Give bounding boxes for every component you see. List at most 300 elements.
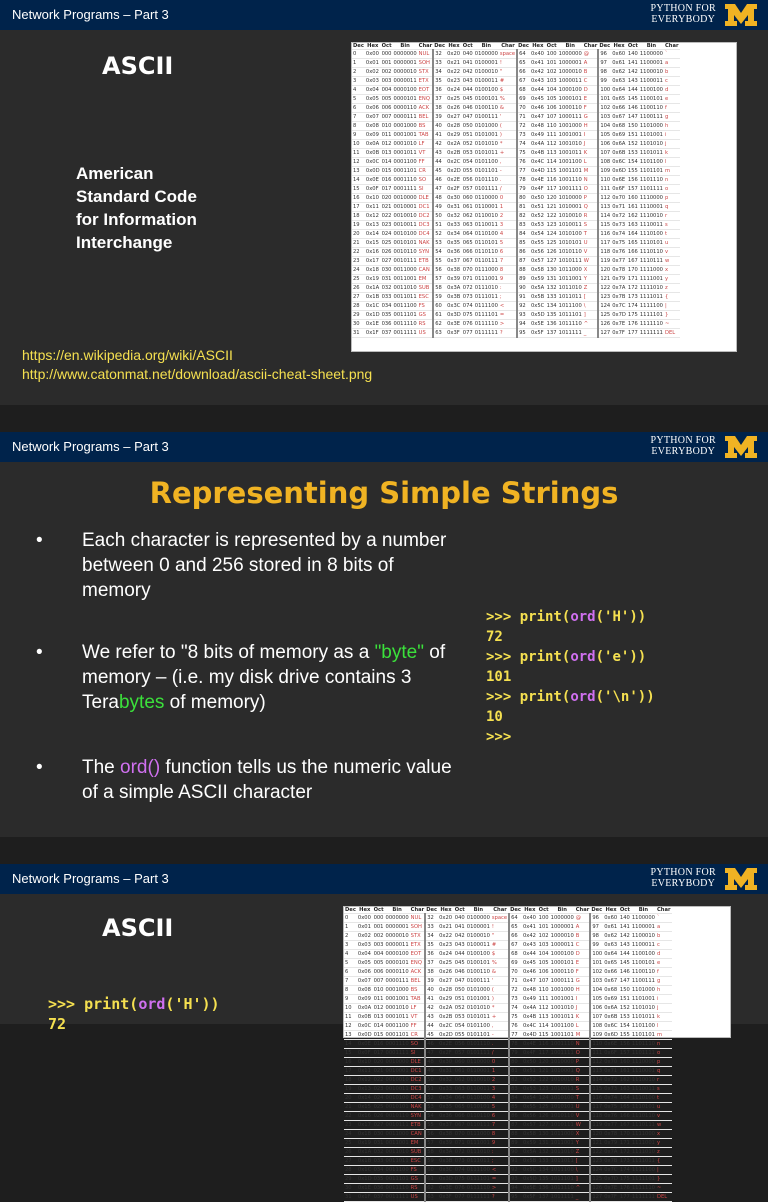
ascii-cell: 1101101 [631, 1032, 655, 1038]
ascii-cell: 177 [627, 330, 638, 336]
paren: )) [637, 689, 655, 705]
ascii-cell: RS [410, 1184, 426, 1193]
ascii-cell: 0x74 [604, 1095, 618, 1101]
ascii-cell: 0010011 [393, 222, 417, 228]
ascii-cell: 92 [517, 302, 530, 311]
ascii-cell: J [575, 1004, 591, 1013]
ascii-cell: 035 [373, 1176, 384, 1182]
ascii-cell: 78 [509, 1040, 522, 1049]
ascii-cell: 046 [462, 105, 473, 111]
ascii-cell: 114 [592, 1077, 603, 1083]
ascii-cell: 0101101 [474, 168, 498, 174]
ascii-cell: 94 [509, 1184, 522, 1193]
ascii-row [344, 1085, 672, 1094]
ascii-cell: 6 [499, 248, 517, 257]
ascii-cell: 1110011 [631, 1086, 655, 1092]
ascii-cell: 0x68 [612, 123, 626, 129]
ascii-cell: 0x13 [357, 1086, 371, 1092]
ascii-cell: 1100101 [639, 96, 663, 102]
ascii-cell: 120 [538, 1059, 549, 1065]
ascii-cell: 077 [462, 330, 473, 336]
ascii-cell: 173 [619, 1158, 630, 1164]
ascii-cell: Z [575, 1148, 591, 1157]
ascii-cell: i [664, 131, 680, 140]
ascii-cell: 40 [433, 122, 446, 131]
ascii-cell: 9 [499, 275, 517, 284]
ascii-cell: 0x30 [447, 195, 461, 201]
bullet-dot-icon: • [36, 642, 43, 663]
ascii-cell: N [575, 1040, 591, 1049]
ascii-cell: 0x0C [365, 159, 380, 165]
ascii-row [352, 59, 680, 68]
ascii-cell: 0x21 [439, 924, 453, 930]
ascii-cell: 1100100 [639, 87, 663, 93]
ascii-cell: 0x4C [523, 1023, 537, 1029]
ascii-cell: 110 [538, 987, 549, 993]
ascii-cell: 064 [462, 231, 473, 237]
ascii-cell: 034 [373, 1167, 384, 1173]
ascii-cell: 0x7C [612, 303, 626, 309]
ascii-cell: 101 [546, 60, 557, 66]
ascii-cell: 024 [373, 1095, 384, 1101]
bullet-text-part: The [82, 757, 121, 778]
wikipedia-link[interactable]: https://en.wikipedia.org/wiki/ASCII [22, 347, 233, 363]
ascii-cell: 0x67 [604, 978, 618, 984]
ascii-cell: 4 [344, 950, 357, 959]
ascii-cell: s [664, 221, 680, 230]
ascii-cell: 0x7E [612, 321, 626, 327]
ascii-cell: 007 [381, 114, 392, 120]
ascii-cell: 0010010 [393, 213, 417, 219]
ascii-cell: b [664, 68, 680, 77]
ascii-cell: 014 [373, 1023, 384, 1029]
ascii-cell: 92 [509, 1166, 522, 1175]
prompt: >>> [486, 609, 520, 625]
ascii-cell: 0101010 [474, 141, 498, 147]
ascii-cell: 1001000 [558, 123, 582, 129]
ascii-cell: CAN [410, 1130, 426, 1139]
ascii-cell: 013 [373, 1014, 384, 1020]
ascii-cell: 1111011 [639, 294, 663, 300]
slide-heading: ASCII [102, 914, 174, 942]
ascii-cell: 86 [509, 1112, 522, 1121]
ascii-cell: 104 [592, 987, 603, 993]
ascii-row [344, 1148, 672, 1157]
ascii-cell: 0x73 [612, 222, 626, 228]
ascii-cell: 1101010 [631, 1005, 655, 1011]
ascii-cell: ^ [575, 1184, 591, 1193]
ascii-cell: 136 [546, 321, 557, 327]
ascii-cell: 010 [381, 123, 392, 129]
ascii-cell: 62 [433, 320, 446, 329]
ascii-cell: 0x30 [439, 1059, 453, 1065]
ascii-cell: 047 [462, 114, 473, 120]
ascii-cell: EOT [418, 86, 434, 95]
ascii-cell: 7 [499, 257, 517, 266]
ascii-column-header: Oct [627, 43, 638, 49]
ascii-cell: 10 [344, 1004, 357, 1013]
ascii-cell: 0x2B [447, 150, 461, 156]
ascii-cell: 037 [373, 1194, 384, 1200]
ascii-cell: 1001011 [558, 150, 582, 156]
ascii-cell: 111 [600, 186, 611, 192]
ascii-cell: 20 [352, 230, 365, 239]
ascii-cell: 0000011 [385, 942, 409, 948]
ascii-cell: 0x42 [531, 69, 544, 75]
ascii-cell: 047 [454, 978, 465, 984]
ascii-cell: B [575, 932, 591, 941]
ascii-column-header: Hex [446, 43, 462, 50]
ascii-cell: 0x5C [531, 303, 545, 309]
ascii-cell: 070 [462, 267, 473, 273]
ascii-cell: 34 [433, 68, 446, 77]
ascii-cell: 1011100 [550, 1167, 574, 1173]
ascii-cell: 033 [373, 1158, 384, 1164]
ascii-cell: 126 [592, 1185, 603, 1191]
ascii-cell: 0100011 [474, 78, 498, 84]
ascii-cell: C [583, 77, 599, 86]
ascii-cell: 36 [433, 86, 446, 95]
ascii-cell: t [664, 230, 680, 239]
byte-highlight: "byte" [374, 642, 424, 663]
ascii-cell: 076 [454, 1185, 465, 1191]
ascii-cell: 72 [509, 986, 522, 995]
ascii-cell: 0x5B [531, 294, 545, 300]
ascii-cell: 0x59 [531, 276, 544, 282]
ascii-cell: 173 [627, 294, 638, 300]
ascii-cell: 0x27 [439, 978, 453, 984]
ascii-cell: L [575, 1022, 591, 1031]
ascii-cell: 177 [619, 1194, 630, 1200]
ascii-cell: 0x5F [522, 1193, 538, 1202]
ascii-cell: 1100011 [639, 78, 663, 84]
ascii-cell: US [410, 1193, 426, 1202]
bytes-highlight: bytes [118, 692, 165, 713]
ascii-cell: 124 [538, 1095, 549, 1101]
ascii-cell: 26 [344, 1148, 357, 1157]
ascii-column-header: Dec [353, 43, 364, 49]
ascii-cell: 0011100 [393, 303, 417, 309]
ascii-cell: 164 [627, 231, 638, 237]
ascii-cell: 1100111 [631, 978, 655, 984]
ascii-cell: 134 [546, 303, 557, 309]
ascii-cell: 036 [381, 321, 392, 327]
ascii-cell: 0x1A [357, 1149, 372, 1155]
ascii-cell: 154 [627, 159, 638, 165]
ascii-cell: 42 [433, 140, 446, 149]
ascii-cell: 044 [462, 87, 473, 93]
ascii-cell: 1001100 [550, 1023, 574, 1029]
ascii-cell: 071 [454, 1140, 465, 1146]
ascii-cell: 0111010 [466, 1149, 490, 1155]
ascii-cell: 35 [433, 77, 446, 86]
ascii-cell: 1111001 [639, 276, 663, 282]
ascii-cell: q [664, 203, 680, 212]
ascii-cell: 050 [454, 987, 465, 993]
ascii-cell: 33 [433, 59, 446, 68]
ascii-column-header: Oct [462, 43, 473, 49]
ascii-cell: 0x6D [604, 1032, 618, 1038]
ascii-column-header: Oct [381, 43, 392, 49]
ascii-cell: = [499, 311, 517, 320]
ascii-cell: 2 [352, 68, 365, 77]
ascii-cell: 4 [499, 230, 517, 239]
ascii-cell: 1110101 [639, 240, 663, 246]
ascii-cell: 0x7C [604, 1167, 618, 1173]
ascii-cell: 031 [373, 1140, 384, 1146]
ascii-cell: 68 [517, 86, 530, 95]
ascii-cell: 84 [517, 230, 530, 239]
ascii-cell: 165 [619, 1104, 630, 1110]
ascii-cell: ^ [583, 320, 599, 329]
ascii-cell: E [575, 959, 591, 968]
ascii-cell: 106 [538, 969, 549, 975]
ascii-cell: i [656, 995, 672, 1004]
ascii-cell: 1011001 [550, 1140, 574, 1146]
ascii-cell: 1001100 [558, 159, 582, 165]
ascii-cell: 100 [546, 51, 557, 57]
ascii-cell: 112 [592, 1059, 603, 1065]
ascii-row [352, 302, 680, 311]
ascii-cell: 0x7A [612, 285, 626, 291]
ascii-cell: 0x18 [365, 267, 379, 273]
ascii-cell: 0x47 [523, 978, 536, 984]
ascii-cell: 0x2C [447, 159, 461, 165]
ascii-cell: 105 [546, 96, 557, 102]
ascii-cell: 0100010 [466, 933, 490, 939]
ascii-cell: 1010100 [550, 1095, 574, 1101]
ascii-cell: T [583, 230, 599, 239]
ascii-cell: 0110001 [474, 204, 498, 210]
ascii-cell: 0x2C [439, 1023, 453, 1029]
ascii-cell: 63 [433, 329, 446, 338]
ascii-cell: 0x3C [439, 1167, 453, 1173]
ascii-cell: 98 [590, 932, 603, 941]
ascii-cell: 91 [509, 1157, 522, 1166]
ascii-cell: Q [583, 203, 599, 212]
ascii-cell: _ [575, 1193, 591, 1202]
paren: )) [629, 609, 647, 625]
ascii-cell: 0x34 [447, 231, 461, 237]
ascii-cell: 0x1D [365, 312, 380, 318]
ascii-cell: 0100100 [466, 951, 490, 957]
ascii-cell: a [656, 923, 672, 932]
ascii-cell: 112 [546, 141, 557, 147]
ascii-cell: < [499, 302, 517, 311]
ascii-cell: } [656, 1175, 672, 1184]
ascii-cell: X [583, 266, 599, 275]
ascii-cell: FS [418, 302, 434, 311]
ascii-cell: 037 [381, 330, 392, 336]
ascii-cell: 021 [373, 1068, 384, 1074]
ascii-cell: 0100111 [474, 114, 498, 120]
ascii-cell: SUB [410, 1148, 426, 1157]
paren: )) [201, 995, 220, 1013]
ascii-cell: D [575, 950, 591, 959]
brand-line-2: EVERYBODY [651, 878, 716, 889]
ascii-cell: 0x52 [531, 213, 544, 219]
ascii-cell: n [664, 176, 680, 185]
ascii-cell: 0x1A [365, 285, 380, 291]
ascii-cell: SYN [418, 248, 434, 257]
ascii-cell: 124 [592, 1167, 603, 1173]
ascii-cell: 95 [517, 329, 530, 338]
ascii-cell: 7 [344, 977, 357, 986]
ascii-cell: 127 [592, 1194, 603, 1200]
ascii-cell: 004 [373, 951, 384, 957]
ascii-cell: 0x13 [365, 222, 379, 228]
ascii-cell: 0010011 [385, 1086, 409, 1092]
ascii-cell: 0110111 [466, 1122, 490, 1128]
ascii-cell: 052 [462, 141, 473, 147]
ascii-cell: 0111100 [466, 1167, 490, 1173]
ascii-cell: 0000100 [385, 951, 409, 957]
ascii-cell: 1101111 [639, 186, 663, 192]
ascii-acronym [76, 162, 276, 254]
ascii-row [352, 185, 680, 194]
ascii-cell: 112 [600, 195, 611, 201]
ascii-cell: % [499, 95, 517, 104]
ascii-cell: 0x3B [439, 1158, 453, 1164]
ascii-cell: 1101011 [639, 150, 663, 156]
ascii-cell: 0x3A [447, 285, 461, 291]
ascii-cell: 066 [454, 1113, 465, 1119]
ascii-cell: 8 [491, 1130, 509, 1139]
ascii-cell: 155 [627, 168, 638, 174]
ascii-cell: $ [499, 86, 517, 95]
ascii-cell: 43 [433, 149, 446, 158]
ascii-cell: 160 [627, 195, 638, 201]
ascii-cell: 1111000 [631, 1131, 655, 1137]
ascii-cell: 0000111 [385, 978, 409, 984]
ascii-cell: 7 [352, 113, 365, 122]
ascii-cell: 0x33 [439, 1086, 453, 1092]
ascii-cell: ~ [656, 1184, 672, 1193]
ascii-cell: 1 [491, 1067, 509, 1076]
ascii-cell: 013 [381, 150, 392, 156]
ascii-cell: DC4 [418, 230, 434, 239]
ascii-cell: j [656, 1004, 672, 1013]
ascii-cell: 0100010 [474, 69, 498, 75]
ascii-cell: 0x70 [604, 1059, 618, 1065]
ascii-column-header: Char [575, 907, 590, 913]
ascii-cell: 131 [546, 276, 557, 282]
ascii-cell: 24 [352, 266, 365, 275]
ascii-cell: 021 [381, 204, 392, 210]
ascii-cell: 144 [627, 87, 638, 93]
ascii-cell: 1001111 [550, 1050, 574, 1056]
ascii-cell: ` [656, 914, 672, 923]
ascii-cell: 0010101 [393, 240, 417, 246]
ascii-cell: 0x2E [447, 177, 461, 183]
ascii-cell: 022 [373, 1077, 384, 1083]
ascii-cell: 3 [499, 221, 517, 230]
ascii-cell: 106 [592, 1005, 603, 1011]
ascii-cell: 0x4F [530, 185, 546, 194]
ascii-row [352, 293, 680, 302]
ascii-cell: 18 [352, 212, 365, 221]
ascii-cell: 109 [600, 168, 611, 174]
ascii-cell: 017 [373, 1050, 384, 1056]
cheat-sheet-link[interactable]: http://www.catonmat.net/download/ascii-cheat-sheet.png [22, 366, 373, 382]
ascii-cell: 0101011 [466, 1014, 490, 1020]
ascii-grid [352, 43, 680, 338]
ascii-cell: 0000001 [393, 60, 417, 66]
ascii-cell: 0x79 [604, 1140, 618, 1146]
ascii-cell: 1100010 [639, 69, 663, 75]
ascii-cell: SI [418, 185, 434, 194]
ascii-cell: 027 [381, 258, 392, 264]
ascii-cell: DC2 [418, 212, 434, 221]
ascii-cell: 29 [352, 311, 365, 320]
ascii-cell: 0x7B [612, 294, 626, 300]
ascii-cell: 0x35 [447, 240, 461, 246]
ascii-cell: 1010101 [550, 1104, 574, 1110]
ascii-cell: 1100000 [631, 915, 655, 921]
ascii-cell: 0x4E [523, 1041, 536, 1047]
ascii-cell: 96 [598, 50, 611, 59]
ascii-cell: 40 [425, 986, 438, 995]
ascii-cell: ? [491, 1193, 509, 1202]
print-call: print [519, 649, 562, 665]
ascii-cell: > [491, 1184, 509, 1193]
ascii-cell: 040 [454, 915, 465, 921]
ascii-cell: 0101111 [474, 186, 498, 192]
ascii-cell: 0x41 [523, 924, 536, 930]
ascii-cell: FS [410, 1166, 426, 1175]
ascii-cell: 2 [491, 1076, 509, 1085]
ascii-cell: 1001000 [550, 987, 574, 993]
ascii-column-header: Dec [599, 43, 611, 49]
ascii-cell: & [499, 104, 517, 113]
ascii-cell: 71 [509, 977, 522, 986]
ascii-cell: 52 [425, 1094, 438, 1103]
ascii-cell: { [656, 1157, 672, 1166]
ascii-cell: 026 [373, 1113, 384, 1119]
ascii-column-header: Bin [474, 43, 499, 50]
ascii-cell: 0x70 [612, 195, 626, 201]
ascii-cell: 0x10 [357, 1059, 371, 1065]
ascii-column-header: Char [410, 907, 425, 913]
ascii-cell: v [656, 1112, 672, 1121]
ascii-cell: n [656, 1040, 672, 1049]
ascii-row [344, 1094, 672, 1103]
ascii-row [352, 203, 680, 212]
ascii-cell: 0110100 [474, 231, 498, 237]
ascii-cell: 041 [462, 60, 473, 66]
ascii-cell: 54 [425, 1112, 438, 1121]
ascii-cell: 015 [373, 1032, 384, 1038]
ascii-cell: 126 [538, 1113, 549, 1119]
ascii-cell: 0x50 [531, 195, 544, 201]
ascii-cell: M [575, 1031, 591, 1040]
ascii-row [352, 266, 680, 275]
ascii-cell: 51 [433, 221, 446, 230]
ascii-cell: 1000110 [550, 969, 574, 975]
ascii-cell: 0x56 [523, 1113, 536, 1119]
ascii-cell: 1110111 [631, 1122, 655, 1128]
ascii-cell: 1011111 [550, 1194, 574, 1200]
ascii-column-header: Oct [454, 907, 465, 913]
ascii-cell: 86 [517, 248, 530, 257]
ascii-cell: c [656, 941, 672, 950]
ascii-cell: 0x3D [439, 1176, 453, 1182]
ascii-cell: 164 [619, 1095, 630, 1101]
ascii-cell: 56 [425, 1130, 438, 1139]
ascii-cell: 114 [600, 213, 611, 219]
ascii-cell: 107 [600, 150, 611, 156]
ascii-cell: 0111001 [466, 1140, 490, 1146]
